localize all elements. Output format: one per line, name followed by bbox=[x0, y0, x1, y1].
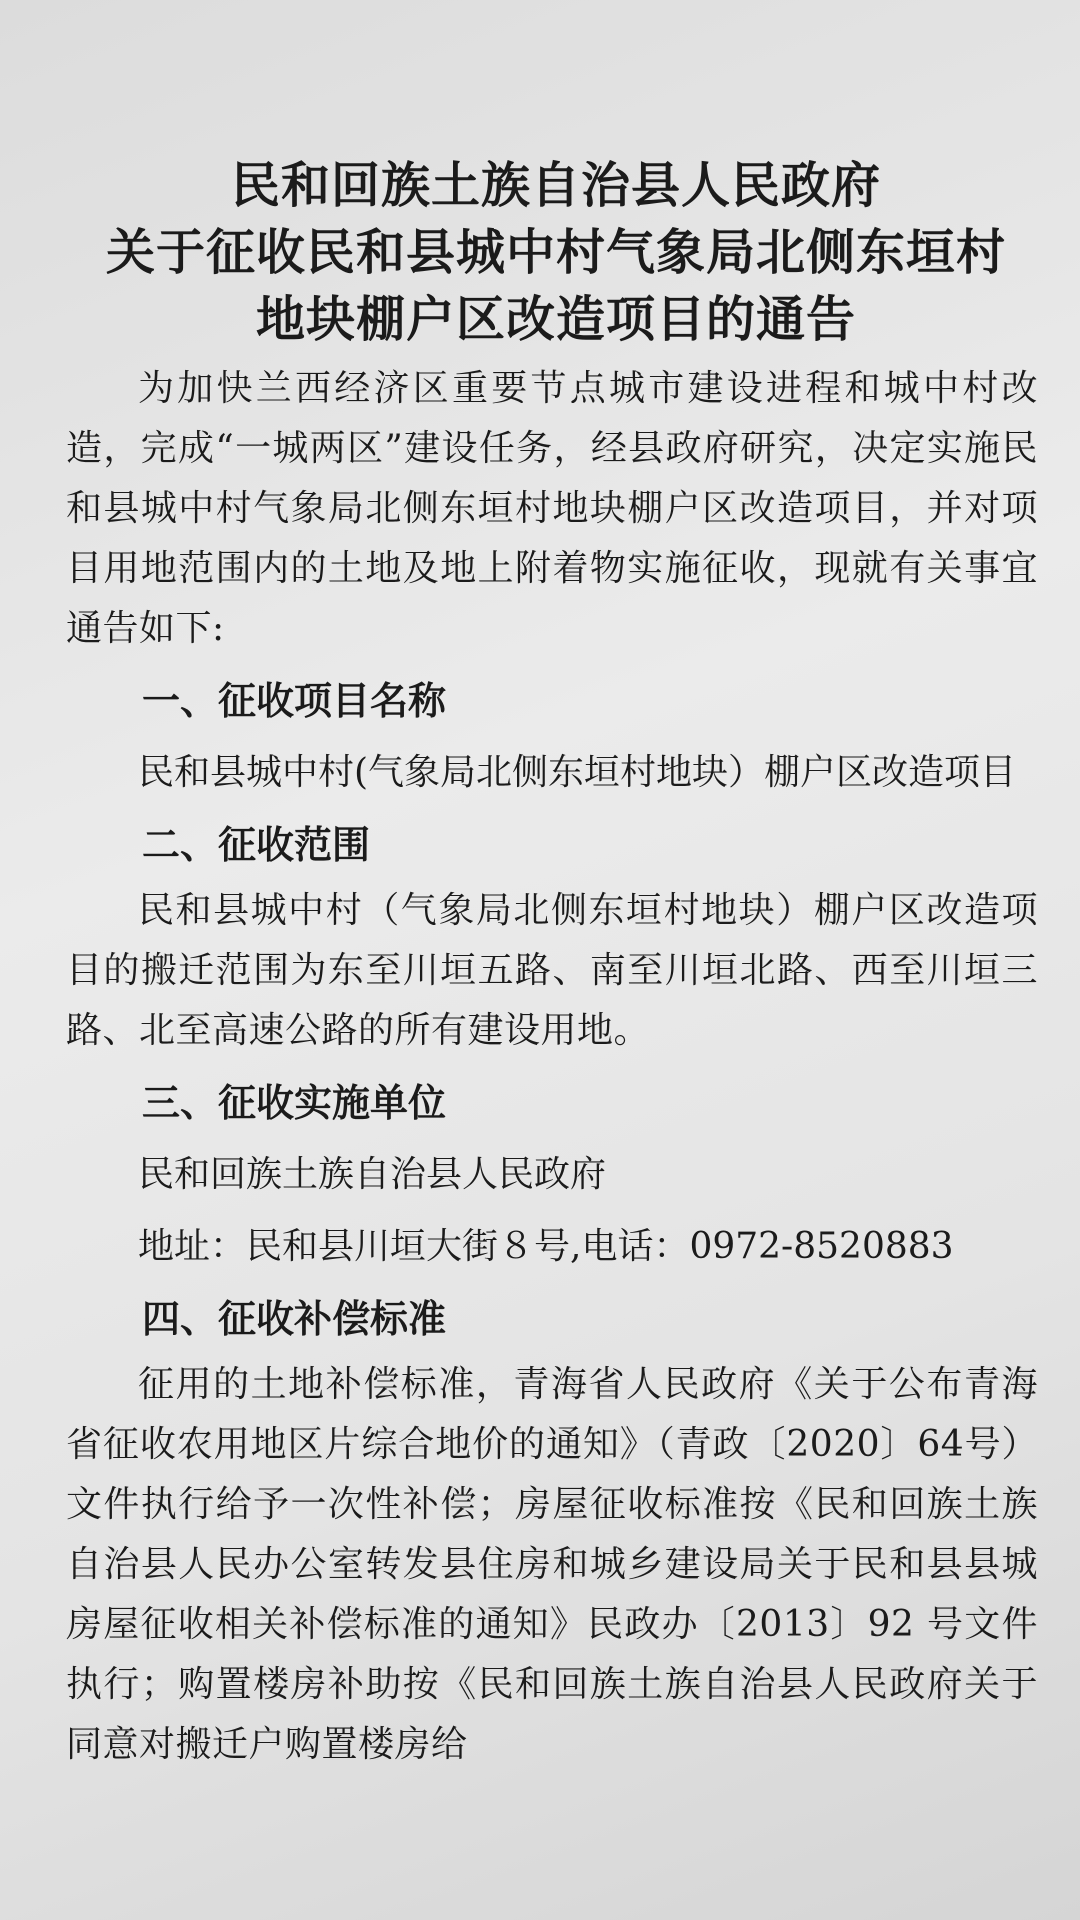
section-3-heading: 三、征收实施单位 bbox=[142, 1080, 447, 1125]
section-2-heading: 二、征收范围 bbox=[142, 822, 371, 867]
section-3-org: 民和回族土族自治县人民政府 bbox=[138, 1154, 607, 1195]
title-line-1: 民和回族土族自治县人民政府 bbox=[230, 156, 881, 214]
title-line-2: 关于征收民和县城中村气象局北侧东垣村 bbox=[105, 223, 1006, 281]
intro-paragraph: 为加快兰西经济区重要节点城市建设进程和城中村改造，完成“一城两区”建设任务，经县政府研究，决定实施民和县城中村气象局北侧东垣村地块棚户区改造项目，并对项目用地范围内的土地及地上附着物实施征收，现就有关事宜通告如下: bbox=[66, 368, 1038, 649]
title-line-3: 地块棚户区改造项目的通告 bbox=[255, 290, 856, 348]
section-4-heading: 四、征收补偿标准 bbox=[142, 1296, 447, 1341]
section-4-body: 征用的土地补偿标准，青海省人民政府《关于公布青海省征收农用地区片综合地价的通知》（青政〔2020〕64号）文件执行给予一次性补偿；房屋征收标准按《民和回族土族自治县人民办公室转发县住房和城乡建设局关于民和县县城房屋征收相关补偿标准的通知》民政办〔2013〕92 号文件执行；购置楼房补助按《民和回族土族自治县人民政府关于同意对搬迁户购置楼房给 bbox=[66, 1364, 1038, 1765]
section-3-address: 地址：民和县川垣大街８号,电话：0972-8520883 bbox=[138, 1226, 954, 1267]
section-1-heading: 一、征收项目名称 bbox=[142, 678, 447, 723]
section-1-body: 民和县城中村(气象局北侧东垣村地块）棚户区改造项目 bbox=[138, 752, 1017, 793]
document-title bbox=[74, 152, 1038, 353]
section-2-body: 民和县城中村（气象局北侧东垣村地块）棚户区改造项目的搬迁范围为东至川垣五路、南至川垣北路、西至川垣三路、北至高速公路的所有建设用地。 bbox=[66, 890, 1038, 1051]
